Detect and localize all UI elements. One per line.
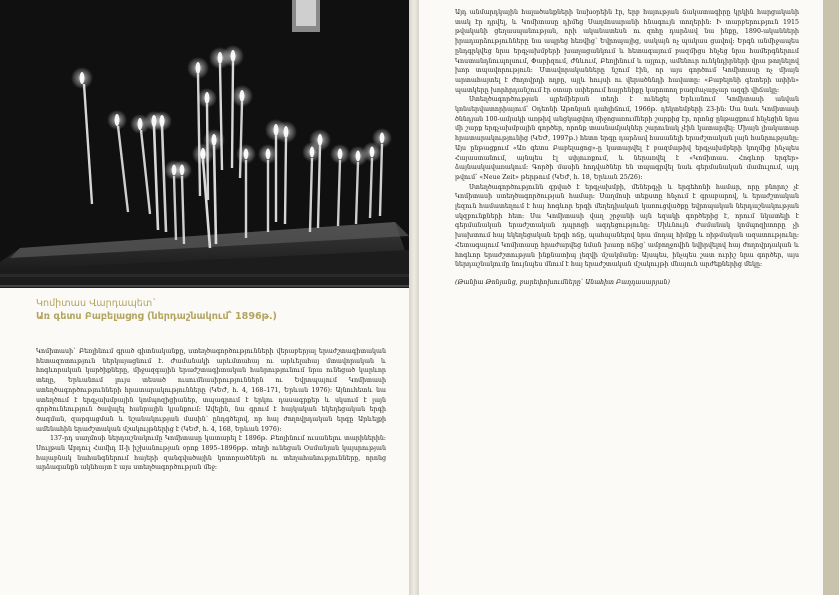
right-page-text	[455, 8, 799, 288]
left-page-text	[36, 347, 386, 473]
caption-title: Կոմիտաս Վարդապետ`	[36, 298, 158, 309]
paragraph: Ստեղծագործությունն գրված է երգչախմբի, մեներգչի և երգեհոնի համար, որը բնորոշ չէ Կոմիտասի ստեղծագործության համար։ Սաղմոսի տեքստը հնչում է գրաբարով, և երաժշտական լեզուն համատեղում է հայ հոգևոր երգի մեղեդիական կառուցվածքը եվրոպական ներդաշնակության սկզբունքների հետ։ Սա Կոմիտասի վաղ շրջանի այն եզակի գործերից է, որում նկատելի է գերմանական երաժշտական դպրոցի ազդեցությունը։ Միևնույն ժամանակ կոմպոզիտորը չի խախտում հայ եկեղեցական երգի ոճը, պահպանելով նրա մոդալ հիմքը և ռիթմական ազատությունը։ Հետագայում Կոմիտասը հրաժարվեց նման խառը ոճից՝ ամբողջովին նվիրվելով հայ ժողովրդական և հոգևոր երաժշտության ինքնատիպ լեզվի մշակմանը։ Այսպես, ինչպես շատ ուրիշ նրա գործեր, այս ներդաշնակումը նույնպես մնում է հայ երաժշտական մշակույթի մնայուն արժեքներից մեկը։	[455, 183, 799, 269]
paragraph: Այդ անմարդկային հալածանքների նախօրեին էր, երբ հայության ճակատագիրը կրկին հարցականի տակ էր դրվել, և Կոմիտասը դիմեց Սաղմոսարանի հնագույն տողերին։ Ի տարբերություն 1915 թվականի ցեղասպանության, որի ականատեսն ու զոհը դարձավ նա ինքը, 1890-ականների իրադարձությունները նա ապրեց հեռվից՝ Եվրոպայից, սակայն ոչ պակաս ցավով։ Երգն անմիջապես ընդգրկվեց նրա երգչախմբերի խաղացանկում և հետագայում բազմիցս հնչեց նրա համերգներում Կոստանդնուպոլսում, Փարիզում, Ժնևում, Բեռլինում և այլուր, ամենուր ունկնդիրների վրա թողնելով խոր տպավորություն։ Մտավորականները նշում էին, որ այս գործում Կոմիտասը ոչ միայն արտահայտել է ժողովրդի ողբը, այլև հույսի ու վերածննդի հավատը։ «Բաբելոնի գետերի ափին» պատկերը խորհրդանշում էր օտար ափերում հայրենիքը կարոտող բազմաչարչար ազգի վիճակը։	[455, 9, 799, 94]
left-page	[0, 0, 409, 595]
paragraph: Կոմիտասի` Բեռլինում գրած գիտնականքը, ստեղծագործությունների վերաբերյալ երաժշտագիտական հետազոտություն ներկայացնում է. Ժամանակի արևմտահայ ու արևելահայ մտավորական և հոգևորական կարծիքները, միջազգային երաժշտագիտական հանրությունում նրա ունեցած կարևոր տեղը, Երևանում լույս տեսած ուսումնասիրություններն ու Եվրոպայում Կոմիտասի ստեղծագործությունների հրատարակությունները (ԿԵԺ, հ. 4, 168–171, Երևան 1976)։ Այնուհետև նա ստեղծում է երգչախմբային կոմպոզիցիաներ, տպագրում է երկու դասագրքեր և սկսում է լայն գործունեություն ծավալել հանրային կյանքում։ Ավելին, նա գրում է հայկական եկեղեցական երգի ծագման, զարգացման և նշանակության մասին՝ ընդգծելով, որ հայ ժողովրդական երգը Արևելքի ամենահին երաժշտական մշակույթներից է (ԿԵԺ, հ. 4, 168, Երևան 1976)։	[36, 348, 386, 433]
author-credit: (Թանիա Թոնյանց, բարեփոխումները՝ Անահիտ Բաղդասարյան)	[455, 278, 670, 286]
paragraph: Ստեղծագործության պրեմիերան տեղի է ունեցել Երևանում Կոմիտասի անվան կոնսերվատորիայում՝ Օդեոնի Աթոնյան դահլիճում, 1966թ. դեկտեմբերի 23-ին։ Սա նաև Կոմիտասի ծննդյան 100-ամյակի առթիվ անցկացվող միջոցառումների շարքից էր, որոնց ընթացքում հնչեցին նրա մի շարք երգչախմբային գործեր, որոնք տասնամյակներ շարունակ չէին կատարվել։ Միայն լիակատար հրատարակությունից (ԿԵԺ, 1997թ.) հետո երգը դարձավ հասանելի երաժշտական լայն հանրությանը։ Այս ընթացքում «Առ գետս Բաբելացոց»-ը կատարվել է բազմաթիվ երգչախմբերի կողմից ինչպես Հայաստանում, այնպես էլ սփյուռքում, և ներառվել է «Կոմիտաս. Հոգևոր երգեր» ձայնասկավառակում։ Գործի մասին հոդվածներ են տպագրվել նաև գերմանական մամուլում, այդ թվում՝ «Neue Zeit» թերթում (ԿԵԺ, հ. 18, Երևան 25/26)։	[455, 96, 799, 181]
page-edge	[823, 0, 839, 595]
photo-caption	[36, 298, 386, 323]
right-page	[419, 0, 823, 595]
paragraph: 137-րդ սաղմոսի ներդաշնակումը Կոմիտասը կատարել է 1896թ. Բեռլինում ուսանելու տարիներին։ Սուլթան Աբդուլ Համիդ II-ի իշխանության օրոք 1895–1896թթ. տեղի ունեցան Օսմանյան կայսրության հայաբնակ նահանգներում հայերի զանգվածային կոտորածներն ու տեղահանությունները, որոնց արձագանքն ակնհայտ է այս ստեղծագործության մեջ։	[36, 435, 386, 472]
caption-subtitle: Առ գետս Բաբելացոց (ներդաշնակում՝ 1896թ.)	[36, 310, 277, 322]
candles-photo	[0, 0, 409, 288]
book-gutter	[409, 0, 419, 595]
